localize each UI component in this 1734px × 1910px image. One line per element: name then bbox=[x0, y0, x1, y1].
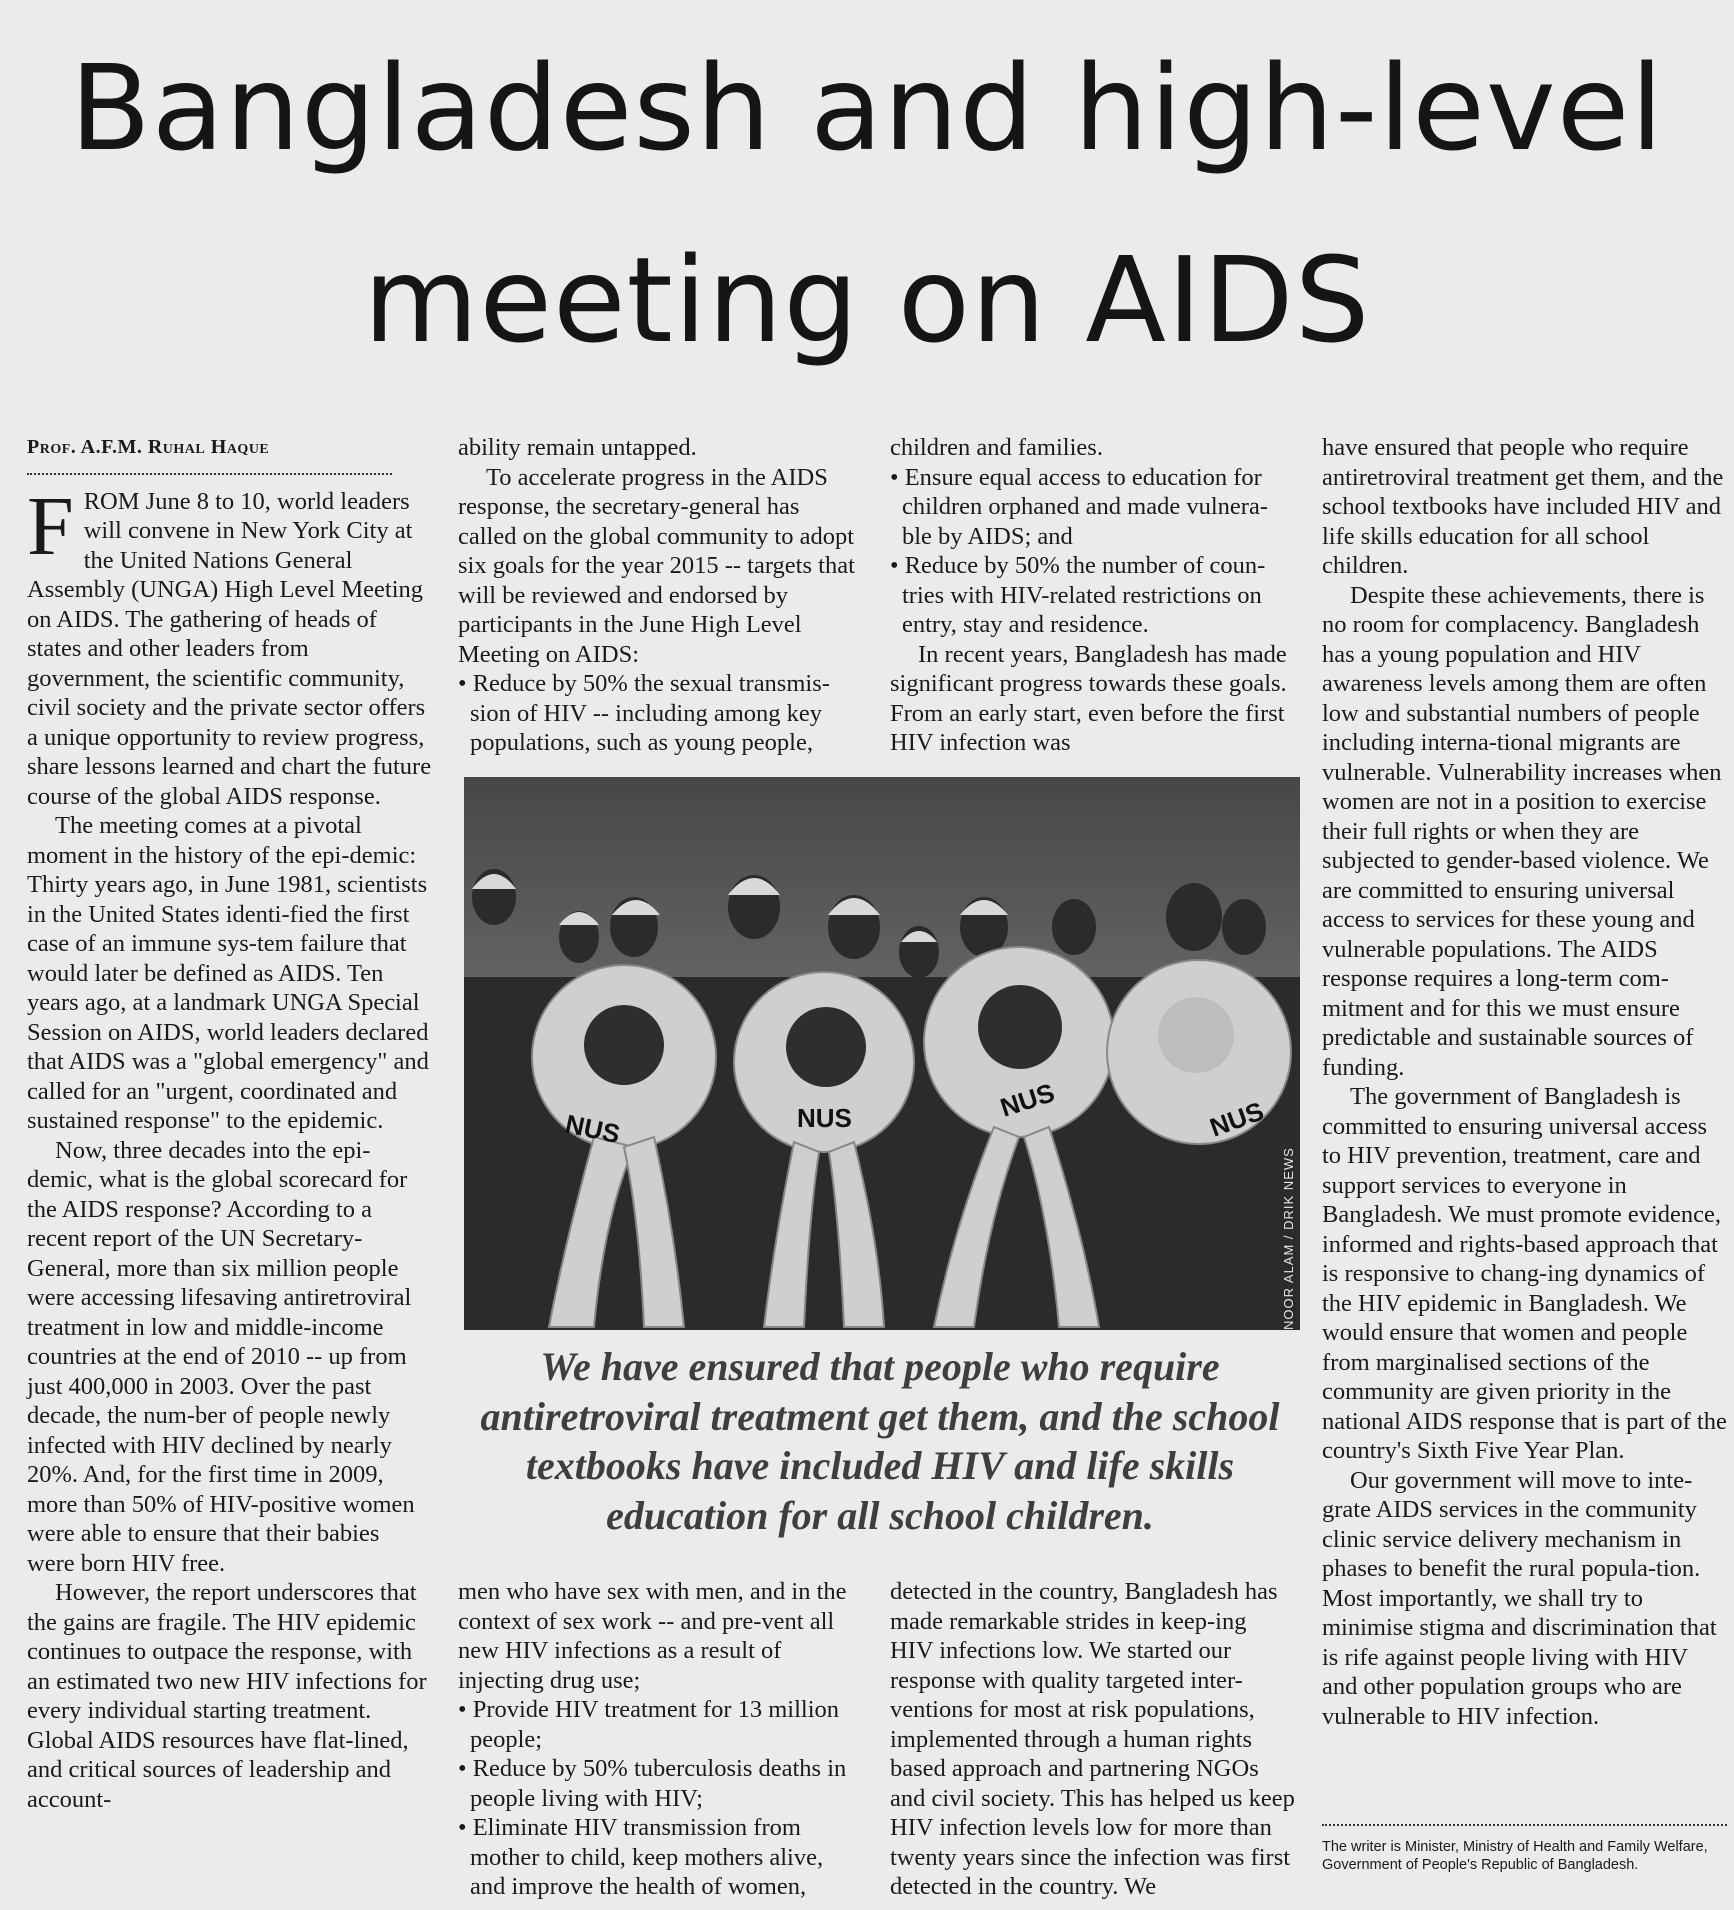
paragraph: Now, three decades into the epi-demic, what is the global scorecard for the AIDS response? According to a recent report of the UN Secretary-General, more than six million people were accessing lifesaving antiretroviral treatment in low and middle-income countries at the end of 2010 -- up from just 400,000 in 2003. Over the past decade, the num-ber of people newly infected with HIV declined by nearly 20%. And, for the first time in 2009, more than 50% of HIV-positive women were able to ensure that their babies were born HIV free. bbox=[27, 1136, 415, 1577]
column-3-bottom bbox=[890, 1577, 1295, 1902]
headline-line2: meeting on AIDS bbox=[363, 231, 1371, 369]
ribbon-label: NUS bbox=[562, 1108, 623, 1150]
bullet-item: • Ensure equal access to education for children orphaned and made vulnera-ble by AIDS; and bbox=[890, 463, 1295, 552]
bullet-item: • Reduce by 50% the sexual transmis-sion of HIV -- including among key populations, such as young people, bbox=[458, 669, 858, 758]
column-3-top bbox=[890, 433, 1295, 758]
paragraph: detected in the country, Bangladesh has made remarkable strides in keep-ing HIV infections low. We started our response with quality targeted inter-ventions for most at risk populations, implemented through a human rights based approach and partnering NGOs and civil society. This has helped us keep HIV infection levels low for more than twenty years since the infection was first detected in the country. We bbox=[890, 1578, 1295, 1900]
paragraph: children and families. bbox=[890, 434, 1103, 461]
bullet-item: • Reduce by 50% the number of coun-tries with HIV-related restrictions on entry, stay and residence. bbox=[890, 551, 1295, 640]
paragraph: The meeting comes at a pivotal moment in the history of the epi-demic: Thirty years ago, in June 1981, scientists in the United States identi-fied the first case of an immune sys-tem failure that would later be defined as AIDS. Ten years ago, at a landmark UNGA Special Session on AIDS, world leaders declared that AIDS was a "global emergency" and called for an "urgent, coordinated and sustained response" to the epidemic. bbox=[27, 812, 429, 1134]
paragraph: ability remain untapped. bbox=[458, 434, 697, 461]
column-2-bottom bbox=[458, 1577, 858, 1902]
paragraph: men who have sex with men, and in the context of sex work -- and pre-vent all new HIV infections as a result of injecting drug use; bbox=[458, 1578, 847, 1694]
photo-credit: NOOR ALAM / DRIK NEWS bbox=[1281, 1147, 1296, 1330]
ribbon-label: NUS bbox=[996, 1077, 1059, 1123]
bullet-item: • Provide HIV treatment for 13 million people; bbox=[458, 1695, 858, 1754]
paragraph: To accelerate progress in the AIDS response, the secretary-general has called on the global community to adopt six goals for the year 2015 -- targets that will be reviewed and endorsed by participants in the June High Level Meeting on AIDS: bbox=[458, 463, 855, 668]
headline bbox=[0, 12, 1734, 396]
drop-cap: F bbox=[27, 479, 74, 573]
lead-paragraph: FROM June 8 to 10, world leaders will convene in New York City at the United Nations General Assembly (UNGA) High Level Meeting on AIDS. The gathering of heads of states and other leaders from government, the scientific community, civil society and the private sector offers a unique opportunity to review progress, share lessons learned and chart the future course of the global AIDS response. bbox=[27, 479, 432, 810]
byline: Prof. A.F.M. Ruhal Haque bbox=[27, 433, 392, 475]
paragraph: Our government will move to inte-grate AIDS services in the community clinic service delivery mechanism in phases to benefit the rural popula-tion. Most importantly, we shall try to minimise stigma and discrimination that is rife against people living with HIV and other population groups who are vulnerable to HIV infection. bbox=[1322, 1466, 1717, 1730]
pull-quote: We have ensured that people who require antiretroviral treatment get them, and the school textbooks have included HIV and life skills education for all school children. bbox=[480, 1344, 1280, 1538]
paragraph: In recent years, Bangladesh has made significant progress towards these goals. From an early start, even before the first HIV infection was bbox=[890, 640, 1287, 756]
headline-line1: Bangladesh and high-level bbox=[69, 39, 1665, 177]
news-photo bbox=[464, 777, 1300, 1330]
bullet-item: • Eliminate HIV transmission from mother to child, keep mothers alive, and improve the health of women, bbox=[458, 1813, 858, 1902]
column-2-top bbox=[458, 433, 858, 758]
bullet-item: • Reduce by 50% tuberculosis deaths in people living with HIV; bbox=[458, 1754, 858, 1813]
paragraph: have ensured that people who require antiretroviral treatment get them, and the school textbooks have included HIV and life skills education for all school children. bbox=[1322, 434, 1724, 579]
writer-note: The writer is Minister, Ministry of Health and Family Welfare, Government of People's Republic of Bangladesh. bbox=[1322, 1824, 1727, 1874]
ribbon-label: NUS bbox=[1205, 1095, 1268, 1143]
column-1 bbox=[27, 433, 433, 1814]
paragraph: Despite these achievements, there is no room for complacency. Bangladesh has a young population and HIV awareness levels among them are often low and substantial numbers of people including interna-tional migrants are vulnerable. Vulnerability increases when women are not in a position to exercise their full rights or when they are subjected to gender-based violence. We are committed to ensuring universal access to services for these young and vulnerable populations. The AIDS response requires a long-term com-mitment and for this we must ensure predictable and sustainable sources of funding. bbox=[1322, 581, 1722, 1081]
paragraph: However, the report underscores that the gains are fragile. The HIV epidemic continues to outpace the response, with an estimated two new HIV infections for every individual starting treatment. Global AIDS resources have flat-lined, and critical sources of leadership and account- bbox=[27, 1579, 427, 1813]
paragraph: The government of Bangladesh is committed to ensuring universal access to HIV prevention, treatment, care and support services to everyone in Bangladesh. We must promote evidence, informed and rights-based approach that is responsive to chang-ing dynamics of the HIV epidemic in Bangladesh. We would ensure that women and people from marginalised sections of the community are given priority in the national AIDS response that is part of the country's Sixth Five Year Plan. bbox=[1322, 1083, 1727, 1464]
ribbon-label: NUS bbox=[797, 1103, 852, 1133]
column-4 bbox=[1322, 433, 1727, 1731]
